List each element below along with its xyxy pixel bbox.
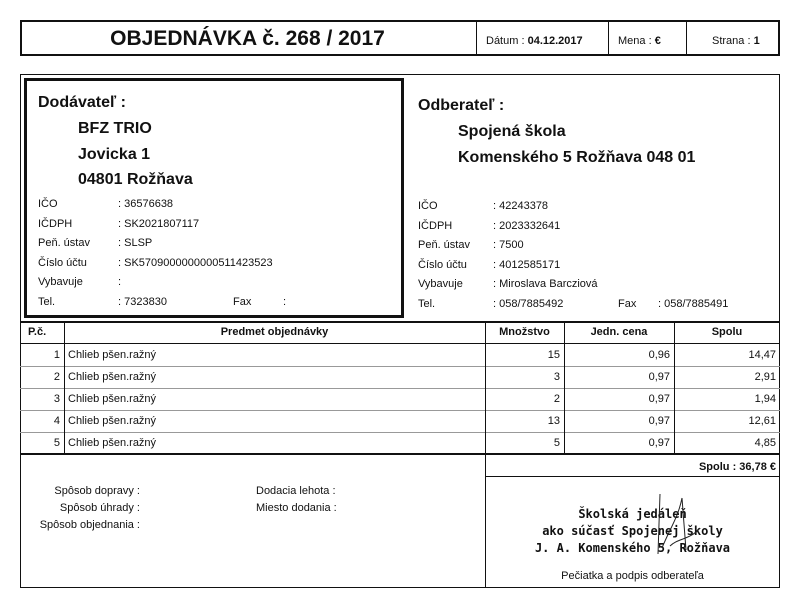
currency-label: Mena :: [618, 35, 652, 47]
customer-heading: Odberateľ :: [418, 97, 505, 114]
supplier-field-row: [38, 273, 398, 293]
date-field: [486, 35, 583, 47]
row-unit-price: 0,97: [648, 415, 670, 427]
customer-address: Komenského 5 Rožňava 048 01: [458, 149, 696, 166]
field-label: Číslo účtu: [418, 258, 467, 271]
currency-field: [618, 35, 661, 47]
currency-value: €: [654, 35, 661, 47]
delivery-deadline-label: Dodacia lehota :: [256, 485, 336, 497]
col-header-total: Spolu: [711, 326, 743, 338]
stamp-line-3: J. A. Komenského 5, Rožňava: [534, 541, 731, 555]
field-value: : SK2021807117: [118, 217, 200, 230]
date-value: 04.12.2017: [527, 35, 583, 47]
row-total: 14,47: [748, 349, 776, 361]
row-qty: 13: [547, 415, 560, 427]
supplier-field-row: [38, 254, 398, 274]
page-field: [712, 35, 760, 47]
field-value: : 058/7885492: [493, 297, 564, 310]
signature-label: Pečiatka a podpis odberateľa: [561, 570, 704, 582]
fax-value: : 058/7885491: [658, 297, 729, 310]
field-value: : SK5709000000000511423523: [118, 256, 273, 269]
field-label: IČDPH: [38, 217, 73, 230]
supplier-fields: [38, 195, 398, 312]
row-item: Chlieb pšen.ražný: [68, 437, 157, 449]
field-value: : 42243378: [493, 200, 549, 212]
supplier-field-row: [38, 234, 398, 254]
row-unit-price: 0,97: [648, 437, 670, 449]
supplier-field-row: [38, 215, 398, 235]
table-row: [20, 410, 780, 432]
customer-field-row: [418, 236, 778, 256]
field-value: : SLSP: [118, 237, 153, 249]
row-qty: 5: [553, 437, 560, 449]
field-value: : 7323830: [118, 295, 167, 308]
supplier-street: Jovicka 1: [78, 146, 151, 163]
field-value: : 2023332641: [493, 219, 561, 232]
field-label: Peň. ústav: [418, 239, 470, 251]
fax-label: Fax: [233, 295, 252, 308]
page-label: Strana :: [712, 35, 751, 47]
row-no: 1: [53, 349, 60, 361]
grand-total: Spolu : 36,78 €: [698, 461, 776, 473]
signature: [640, 488, 710, 560]
row-no: 5: [53, 437, 60, 449]
field-value: : 36576638: [118, 198, 174, 210]
field-value: :: [118, 276, 122, 288]
stamp: [485, 506, 780, 557]
header-divider: [686, 21, 687, 55]
row-total: 2,91: [754, 371, 776, 383]
header-divider: [476, 21, 477, 55]
row-unit-price: 0,97: [648, 371, 670, 383]
field-label: Tel.: [38, 295, 56, 308]
field-label: Číslo účtu: [38, 256, 87, 269]
row-no: 2: [53, 371, 60, 383]
row-qty: 3: [553, 371, 560, 383]
field-value: : 7500: [493, 239, 524, 251]
table-row: [20, 388, 780, 410]
header-divider: [608, 21, 609, 55]
customer-name: Spojená škola: [458, 123, 566, 140]
table-row: [20, 344, 780, 366]
table-row: [20, 366, 780, 388]
field-value: : 4012585171: [493, 258, 561, 271]
order-method-label: Spôsob objednania :: [39, 519, 140, 531]
field-label: IČDPH: [418, 219, 453, 232]
customer-fields: [418, 197, 778, 314]
transport-label: Spôsob dopravy :: [54, 485, 140, 497]
row-unit-price: 0,97: [648, 393, 670, 405]
customer-field-row: [418, 197, 778, 217]
customer-field-row: [418, 275, 778, 295]
row-item: Chlieb pšen.ražný: [68, 349, 157, 361]
delivery-place-label: Miesto dodania :: [256, 502, 337, 514]
row-total: 4,85: [754, 437, 776, 449]
row-total: 1,94: [754, 393, 776, 405]
payment-label: Spôsob úhrady :: [59, 502, 140, 514]
date-label: Dátum :: [486, 35, 525, 47]
row-item: Chlieb pšen.ražný: [68, 393, 157, 405]
fax-value: :: [283, 295, 287, 308]
row-item: Chlieb pšen.ražný: [68, 371, 157, 383]
row-item: Chlieb pšen.ražný: [68, 415, 157, 427]
row-qty: 2: [553, 393, 560, 405]
supplier-name: BFZ TRIO: [78, 120, 152, 137]
row-no: 4: [53, 415, 60, 427]
customer-field-row: [418, 217, 778, 237]
col-header-unit-price: Jedn. cena: [590, 326, 648, 338]
stamp-line-1: Školská jedáleň: [578, 507, 687, 521]
field-label: IČO: [38, 198, 58, 210]
table-rows: [20, 344, 780, 454]
document-title: OBJEDNÁVKA č. 268 / 2017: [110, 27, 385, 50]
col-header-item: Predmet objednávky: [220, 326, 329, 338]
row-unit-price: 0,96: [648, 349, 670, 361]
field-label: Tel.: [418, 297, 436, 310]
supplier-field-row: [38, 293, 398, 313]
supplier-field-row: [38, 195, 398, 215]
col-header-no: P.č.: [28, 326, 47, 338]
field-label: Vybavuje: [38, 276, 83, 288]
supplier-city: 04801 Rožňava: [78, 171, 193, 188]
field-label: Peň. ústav: [38, 237, 90, 249]
customer-field-row: [418, 295, 778, 315]
field-label: IČO: [418, 200, 438, 212]
field-label: Vybavuje: [418, 278, 463, 290]
field-value: : Miroslava Barcziová: [493, 278, 598, 290]
customer-field-row: [418, 256, 778, 276]
row-no: 3: [53, 393, 60, 405]
row-total: 12,61: [748, 415, 776, 427]
col-header-qty: Množstvo: [499, 326, 550, 338]
stamp-line-2: ako súčasť Spojenej školy: [542, 524, 723, 538]
table-row: [20, 432, 780, 454]
page-value: 1: [753, 35, 760, 47]
row-qty: 15: [547, 349, 560, 361]
supplier-heading: Dodávateľ :: [38, 94, 126, 111]
fax-label: Fax: [618, 297, 637, 310]
